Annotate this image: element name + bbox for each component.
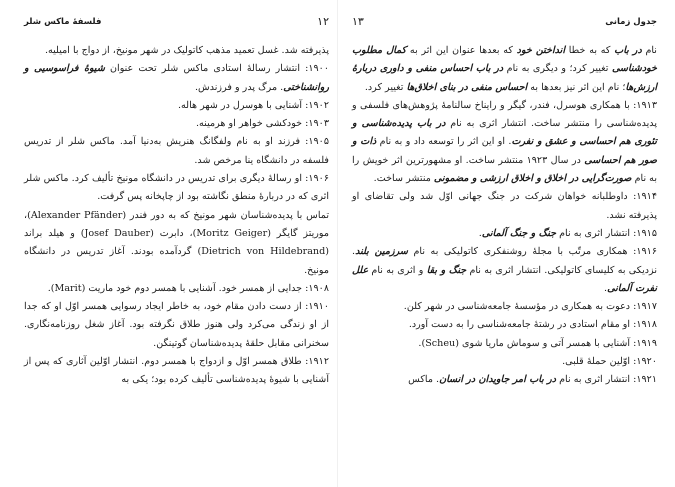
entry-text: . ماکس — [408, 374, 440, 386]
italic-title-text: انداختن خود — [516, 45, 566, 56]
entry-text: ۱۹۰۶: او رسالهٔ دیگری برای تدریس در دانشگاه مونیخ تألیف کرد. ماکس شلر اثری که در دربارهٔ منطق نگاشته بود از چاپخانه پس گرفت. — [24, 173, 329, 203]
chronology-entry — [24, 207, 329, 280]
italic-title-text: سرزمین بلند — [355, 246, 408, 258]
chronology-entry — [24, 280, 329, 298]
chronology-entry — [24, 298, 329, 353]
chronology-entry — [352, 188, 657, 225]
chronology-entry — [352, 225, 657, 243]
italic-title-text: در باب پدیده‌شناسی و تئوری هم احساسی و عشق و نفرت — [352, 118, 657, 148]
entry-text: ۱۹۱۲: طلاق همسر اوّل و ازدواج با همسر دوم. انتشار اوّلین آثاری که پس از آشنایی با شیوهٔ پدیده‌شناسی تألیف کرده بود؛ یکی به — [24, 356, 329, 386]
italic-title-text: احساس منفی در بنای اخلاق‌ها — [406, 81, 528, 93]
chronology-entry — [352, 353, 657, 371]
entry-text: تغییر کرد؛ و دیگری به نام — [503, 63, 612, 75]
italic-title-text: صورت‌گرایی در اخلاق و اخلاق ارزشی و مضمونی — [433, 173, 632, 185]
entry-text: در سال ۱۹۲۳ منتشر ساخت. او مشهورترین اثر خویش را به نام — [352, 154, 657, 185]
chronology-entry — [352, 371, 657, 389]
entry-text: تغییر کرد. — [364, 81, 407, 93]
chronology-entry — [24, 97, 329, 115]
entry-text: ۱۹۱۰: از دست دادن مقام خود، به خاطر ایجاد رسوایی همسر اوّل او که جدا از او زندگی می‌کرد ولی هنوز طلاق نگرفته بود. آغاز شغل روزنامه‌نگاری. سخنرانی مقابل حلقهٔ پدیده‌شناسان گوتینگن. — [24, 301, 329, 349]
right-page — [352, 0, 657, 487]
chronology-entry — [352, 42, 657, 97]
entry-text: پذیرفته شد. غسل تعمید مذهب کاتولیک در شهر مونیخ، از دواج با امیلیه. — [44, 45, 329, 56]
italic-title-text: شیوهٔ فراسوسیی و روانشناختی — [24, 63, 329, 93]
chronology-entry — [352, 335, 657, 353]
entry-text: ۱۹۱۹: آشنایی با همسر آتی و سوماش ماریا شوی (Scheu). — [418, 337, 657, 349]
entry-text: . — [604, 282, 608, 294]
entry-text: ؛ نام این اثر نیز بعدها به — [527, 81, 626, 93]
chronology-entry — [352, 316, 657, 334]
chronology-entry — [24, 133, 329, 170]
left-page-body — [24, 42, 329, 390]
italic-title-text: در باب احساس منفی و داوری دربارهٔ ارزش‌ها — [352, 63, 657, 93]
entry-text: تماس با پدیده‌شناسان شهر مونیخ که به دور فندر (Alexander Pfänder)، موریتز گایگر (Moritz Geiger)، دابرت (Josef Dauber) و هیلد براند (Dietrich von Hildebrand) گردآمده بودند. آغاز تدریس در دانشگاه مونیخ. — [24, 209, 330, 276]
page-number: ۱۲ — [317, 15, 329, 28]
entry-text: . — [478, 227, 482, 239]
entry-text: ۱۹۰۲: آشنایی با هوسرل در شهر هاله. — [177, 99, 329, 111]
italic-title-text: علل نفرت آلمانی — [352, 264, 657, 294]
entry-text: ۱۹۱۳: با همکاری هوسرل، فندر، گیگر و رایناخ سالنامهٔ پژوهش‌های فلسفی و پدیده‌شناسی را منتشر ساخت. انتشار اثری به نام — [352, 99, 658, 130]
right-page-body — [352, 42, 657, 390]
running-title: جدول زمانی — [605, 17, 657, 27]
entry-text: ۱۹۰۵: فرزند او به نام ولفگانگ هنریش به‌دنیا آمد. ماکس شلر از تدریس فلسفه در دانشگاه ینا مرخص شد. — [24, 136, 329, 166]
entry-text: . مرگ پدر و فرزندش. — [194, 81, 284, 93]
entry-text: که به خطا — [565, 45, 615, 56]
left-page — [24, 0, 329, 487]
entry-text: ۱۹۱۵: انتشار اثری به نام — [556, 227, 657, 239]
entry-text: ۱۹۰۳: خودکشی خواهر او هرمینه. — [195, 118, 329, 130]
page-number: ۱۳ — [352, 15, 364, 28]
running-title: فلسفهٔ ماکس شلر — [24, 17, 102, 27]
right-page-header — [352, 14, 657, 30]
chronology-entry — [24, 170, 329, 207]
entry-text: ۱۹۱۸: او مقام استادی در رشتهٔ جامعه‌شناسی را به دست آورد. — [408, 319, 657, 331]
entry-text: ۱۹۱۷: دعوت به همکاری در مؤسسهٔ جامعه‌شناسی در شهر کلن. — [403, 301, 657, 313]
entry-text: ۱۹۲۱: انتشار اثری به نام — [556, 374, 657, 386]
entry-text: و اثری به نام — [368, 264, 427, 276]
chronology-entry — [352, 298, 657, 316]
entry-text: ۱۹۱۴: داوطلبانه خواهان شرکت در جنگ جهانی اوّل شد ولی تقاضای او پذیرفته نشد. — [352, 191, 657, 221]
entry-text: . او این اثر را توسعه داد و به نام — [376, 136, 512, 148]
italic-title-text: ذات و صور هم احساسی — [352, 136, 657, 166]
entry-text: ۱۹۰۰: انتشار رسالهٔ استادی ماکس شلر تحت عنوان — [104, 63, 329, 75]
italic-title-text: در باب امر جاویدان در انسان — [439, 374, 557, 386]
italic-title-text: در باب — [614, 45, 642, 56]
chronology-entry — [352, 243, 657, 298]
entry-text: نام — [641, 45, 657, 56]
entry-text: منتشر ساخت. — [373, 173, 434, 185]
entry-text: ۱۹۰۸: جدایی از همسر خود. آشنایی با همسر دوم خود ماریت (Marit). — [47, 282, 329, 294]
chronology-entry — [24, 353, 329, 390]
italic-title-text: جنگ و جنگ آلمانی — [481, 227, 557, 239]
chronology-entry — [352, 97, 657, 188]
chronology-entry — [24, 115, 329, 133]
italic-title-text: جنگ و بقا — [426, 264, 467, 276]
chronology-entry — [24, 42, 329, 60]
italic-title-text: کمال مطلوب خودشناسی — [352, 45, 657, 75]
entry-text: . نزدیکی به کلیسای کاتولیکی. انتشار اثری به نام — [352, 246, 658, 276]
left-page-header — [24, 14, 329, 30]
entry-text: ۱۹۲۰: اوّلین حملهٔ قلبی. — [562, 356, 657, 368]
book-gutter — [337, 0, 338, 487]
entry-text: که بعدها عنوان این اثر به — [406, 45, 517, 56]
chronology-entry — [24, 60, 329, 97]
entry-text: ۱۹۱۶: همکاری مرتّب با مجلهٔ روشنفکری کاتولیکی به نام — [407, 246, 657, 258]
